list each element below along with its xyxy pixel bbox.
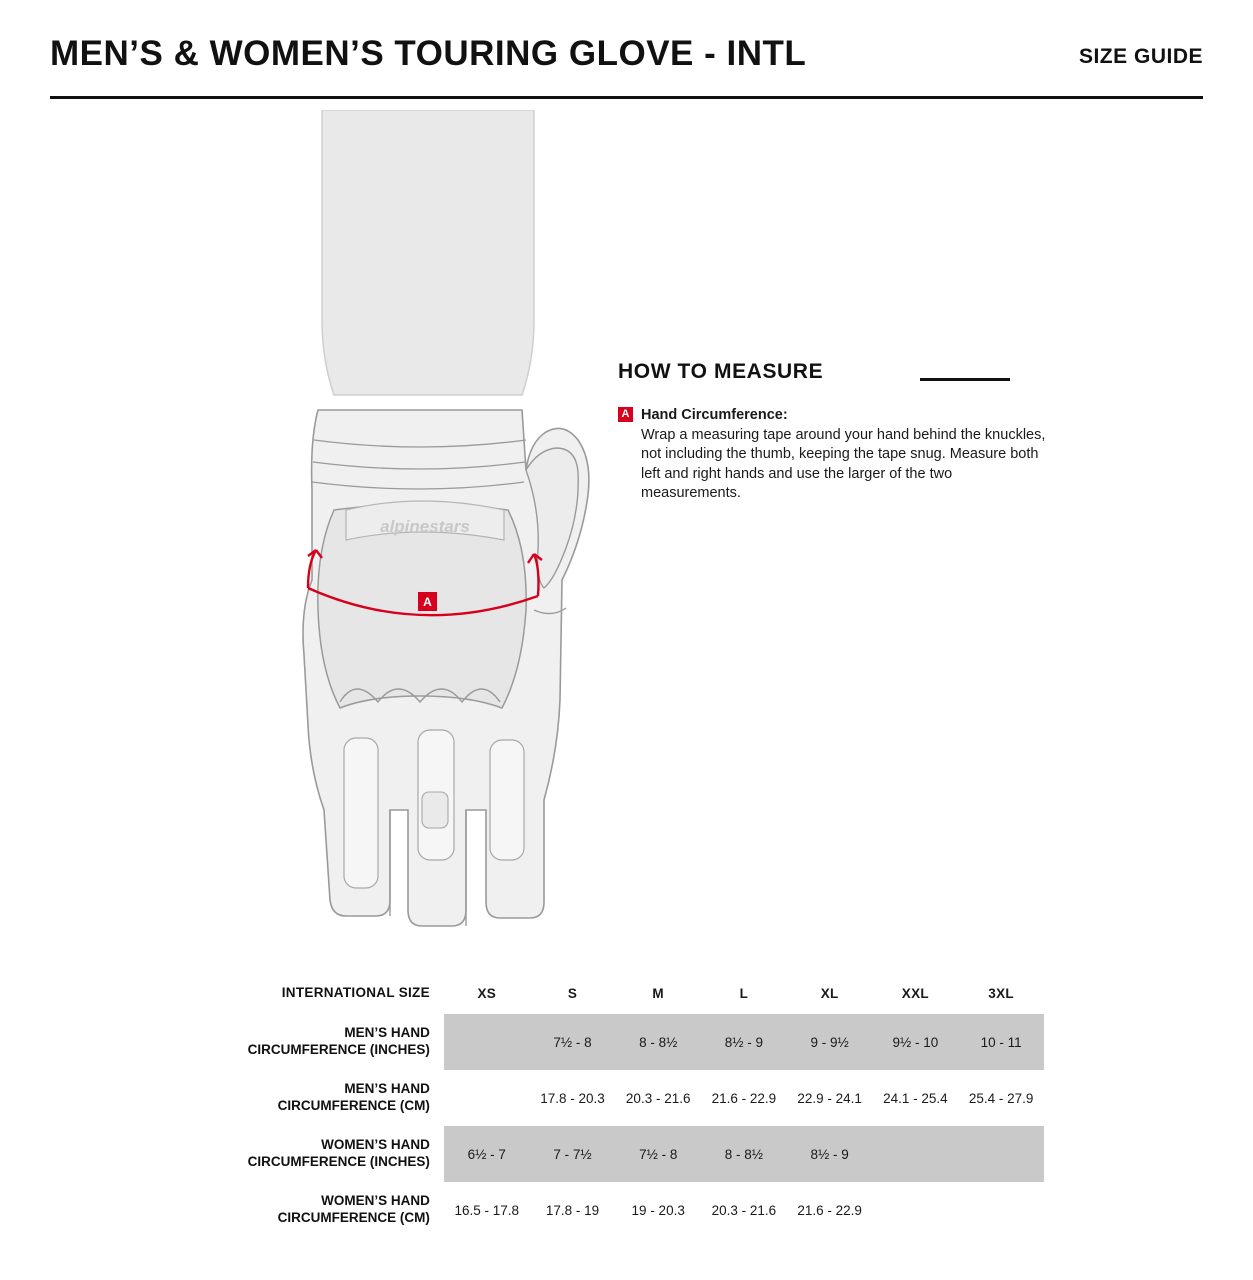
table-row [214,1014,1044,1070]
table-cell: 16.5 - 17.8 [454,1202,520,1218]
table-cell: 6½ - 7 [444,1126,530,1182]
table-cell: 8 - 8½ [615,1014,701,1070]
header-divider [50,96,1203,99]
table-row-label [214,1126,444,1182]
table-cell: 25.4 - 27.9 [968,1090,1034,1106]
measure-instruction-text: Wrap a measuring tape around your hand behind the knuckles, not including the thumb, keeping the tape snug. Measure both left and right hands and use the larger of the two measurements. [641,426,1046,502]
table-cell: 17.8 - 20.3 [540,1090,605,1106]
table-cell: 8 - 8½ [701,1126,787,1182]
table-cell: 19 - 20.3 [631,1202,685,1218]
table-row-label-line1: MEN’S HAND [344,1025,430,1041]
size-column-header: XL [820,985,839,1001]
table-cell: 8½ - 9 [701,1014,787,1070]
how-to-measure-title: HOW TO MEASURE [618,360,824,383]
table-cell: 7½ - 8 [530,1014,616,1070]
how-to-measure-section [618,360,1048,504]
table-cell: 20.3 - 21.6 [625,1090,691,1106]
table-cell [444,1014,530,1070]
size-chart-table [214,972,1044,1238]
size-chart-body [214,972,1044,1238]
brand-mark: alpinestars [380,517,470,536]
table-cell: 21.6 - 22.9 [797,1202,862,1218]
table-cell [873,1126,959,1182]
svg-text:A: A [423,595,432,609]
table-cell: 22.9 - 24.1 [797,1090,862,1106]
table-cell [958,1182,1044,1238]
table-cell: 20.3 - 21.6 [711,1202,777,1218]
table-cell: 7½ - 8 [615,1126,701,1182]
table-row [214,1070,1044,1126]
page-header [50,36,1203,71]
size-column-header: S [567,985,578,1001]
table-cell: 9½ - 10 [873,1014,959,1070]
glove-illustration [290,110,670,940]
table-row-label-line1: MEN’S HAND [344,1081,430,1097]
table-row-label [214,1014,444,1070]
page-title: MEN’S & WOMEN’S TOURING GLOVE - INTL [50,34,807,73]
table-cell: 9 - 9½ [787,1014,873,1070]
measure-instruction-label: Hand Circumference: [641,407,788,423]
table-cell: 10 - 11 [958,1014,1044,1070]
table-cell: 24.1 - 25.4 [883,1090,948,1106]
measure-instruction [641,406,1048,504]
table-cell: 21.6 - 22.9 [711,1090,777,1106]
size-column-header: XXL [901,985,929,1001]
size-guide-label: SIZE GUIDE [1078,45,1203,68]
size-column-header: 3XL [988,985,1014,1001]
table-row-label [214,1070,444,1126]
table-row-label-line1: WOMEN’S HAND [321,1193,430,1209]
table-cell [873,1182,959,1238]
table-cell [958,1126,1044,1182]
how-to-measure-underline [920,378,1010,381]
size-column-header: XS [477,985,497,1001]
table-cell: 17.8 - 19 [545,1202,600,1218]
table-row [214,1182,1044,1238]
table-cell: 7 - 7½ [530,1126,616,1182]
table-row-label-line2: CIRCUMFERENCE (CM) [277,1210,430,1225]
table-row-label-line2: CIRCUMFERENCE (CM) [277,1098,430,1113]
table-header-row [214,972,1044,1014]
table-cell [444,1070,530,1126]
table-cell: 8½ - 9 [787,1126,873,1182]
table-header-label: INTERNATIONAL SIZE [281,984,430,1000]
table-row-label-line2: CIRCUMFERENCE (INCHES) [247,1042,430,1057]
table-row-label [214,1182,444,1238]
size-column-header: L [739,985,749,1001]
table-row [214,1126,1044,1182]
table-row-label-line1: WOMEN’S HAND [321,1137,430,1153]
size-column-header: M [652,985,664,1001]
measure-marker-a: A [618,407,633,422]
table-row-label-line2: CIRCUMFERENCE (INCHES) [247,1154,430,1169]
